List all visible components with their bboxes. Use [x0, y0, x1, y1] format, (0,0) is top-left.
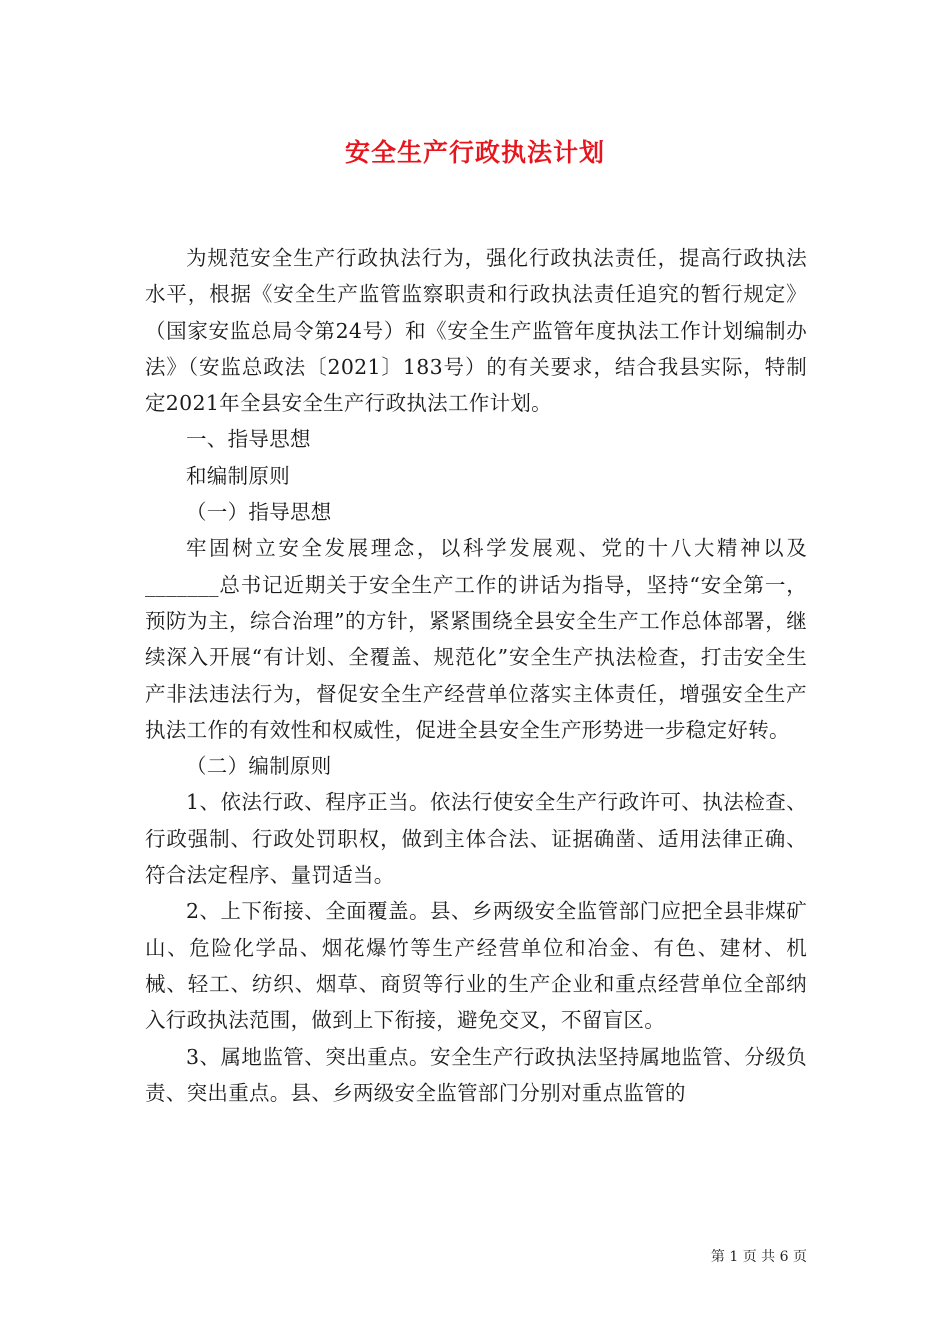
principle-2-paragraph: 2、上下衔接、全面覆盖。县、乡两级安全监管部门应把全县非煤矿山、危险化学品、烟花爆竹等生产经营单位和冶金、有色、建材、机械、轻工、纺织、烟草、商贸等行业的生产企业和重点经营单位全部纳入行政执法范围，做到上下衔接，避免交叉，不留盲区。: [145, 899, 807, 1033]
principle-3-paragraph: 3、属地监管、突出重点。安全生产行政执法坚持属地监管、分级负责、突出重点。县、乡两级安全监管部门分别对重点监管的: [145, 1044, 807, 1105]
page-number-label: 第 1 页 共 6 页: [710, 1249, 807, 1265]
subsection-heading-principles: （二）编制原则: [186, 754, 332, 779]
subsection-heading-guiding: （一）指导思想: [186, 500, 332, 525]
guiding-paragraph: 牢固树立安全发展理念，以科学发展观、党的十八大精神以及_______总书记近期关于安全生产工作的讲话为指导，坚持“安全第一，预防为主，综合治理”的方针，紧紧围绕全县安全生产工作总体部署，继续深入开展“有计划、全覆盖、规范化”安全生产执法检查，打击安全生产非法违法行为，督促安全生产经营单位落实主体责任，增强安全生产执法工作的有效性和权威性，促进全县安全生产形势进一步稳定好转。: [145, 536, 807, 742]
section-heading-1-cont: 和编制原则: [186, 463, 290, 488]
principle-1-paragraph: 1、依法行政、程序正当。依法行使安全生产行政许可、执法检查、行政强制、行政处罚职权，做到主体合法、证据确凿、适用法律正确、符合法定程序、量罚适当。: [145, 790, 807, 888]
section-heading-1: 一、指导思想: [186, 427, 311, 452]
document-title: 安全生产行政执法计划: [344, 138, 605, 167]
document-body: [145, 240, 807, 1111]
intro-paragraph: 为规范安全生产行政执法行为，强化行政执法责任，提高行政执法水平，根据《安全生产监管监察职责和行政执法责任追究的暂行规定》（国家安监总局令第24号）和《安全生产监管年度执法工作计划编制办法》（安监总政法〔2021〕183号）的有关要求，结合我县实际，特制定2021年全县安全生产行政执法工作计划。: [145, 246, 807, 416]
page-number: [711, 1246, 807, 1266]
